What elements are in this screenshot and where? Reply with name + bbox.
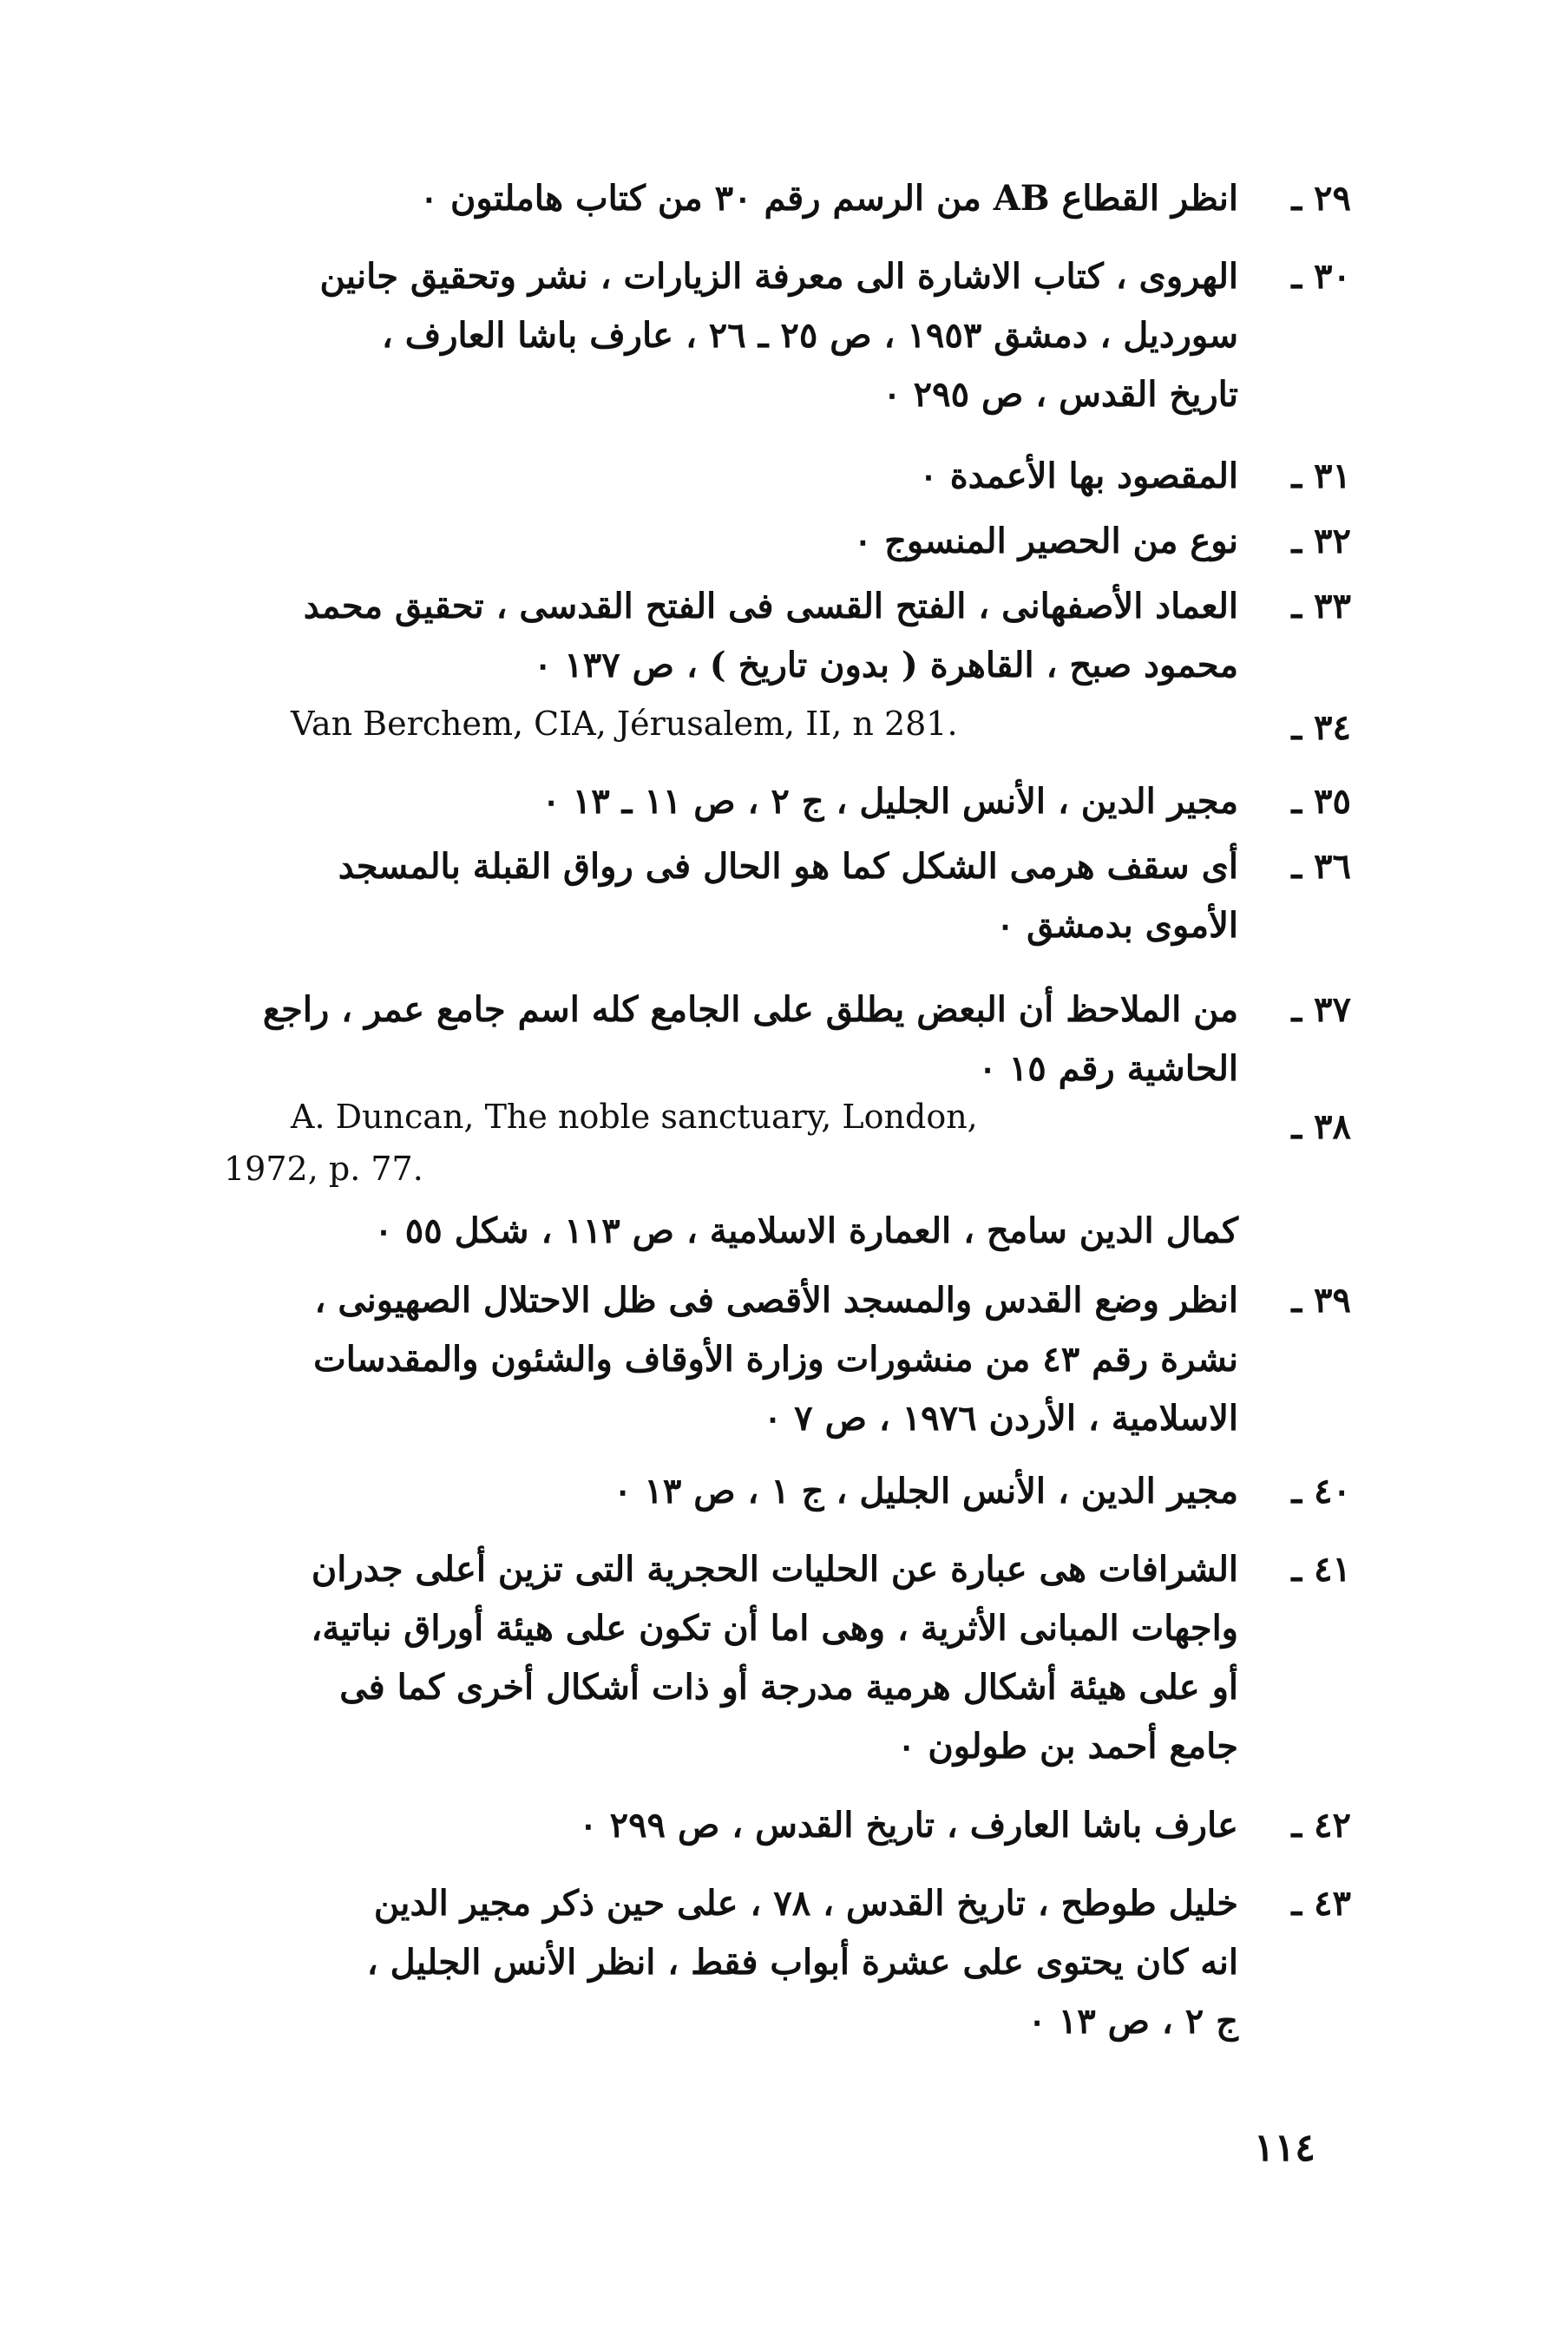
- footnote-number: ٤٣ ـ: [1291, 1883, 1351, 1924]
- footnote-text: [223, 1462, 1238, 1521]
- footnote-42: [223, 1796, 1351, 1855]
- footnote-line: جامع أحمد بن طولون ٠: [896, 1726, 1238, 1767]
- footnote-line: كمال الدين سامح ، العمارة الاسلامية ، ص ١١٣ ، شكل ٥٥ ٠: [374, 1210, 1238, 1251]
- footnote-line: سورديل ، دمشق ١٩٥٣ ، ص ٢٥ ـ ٢٦ ، عارف باشا العارف ،: [381, 315, 1238, 356]
- footnote-line: مجير الدين ، الأنس الجليل ، ج ٢ ، ص ١١ ـ ١٣ ٠: [541, 781, 1238, 822]
- footnote-line: ج ٢ ، ص ١٣ ٠: [1027, 2001, 1238, 2042]
- footnote-text: [223, 1796, 1238, 1855]
- footnote-number: ٣٦ ـ: [1291, 846, 1351, 887]
- footnote-line: المقصود بها الأعمدة ٠: [919, 456, 1238, 496]
- footnote-text: [223, 1271, 1238, 1448]
- footnote-number: ٣٢ ـ: [1291, 521, 1351, 561]
- footnote-line: خليل طوطح ، تاريخ القدس ، ٧٨ ، على حين ذكر مجير الدين: [373, 1883, 1238, 1924]
- footnote-line: انه كان يحتوى على عشرة أبواب فقط ، انظر الأنس الجليل ،: [366, 1942, 1238, 1983]
- footnote-line: مجير الدين ، الأنس الجليل ، ج ١ ، ص ١٣ ٠: [613, 1471, 1238, 1511]
- footnote-35: [223, 772, 1351, 831]
- footnote-line: العماد الأصفهانى ، الفتح القسى فى الفتح القدسى ، تحقيق محمد: [303, 586, 1238, 626]
- footnote-number: ٤١ ـ: [1291, 1549, 1351, 1590]
- footnote-text: [223, 1874, 1238, 2051]
- footnote-text: [223, 837, 1238, 955]
- footnote-text: [223, 577, 1238, 695]
- footnote-37: [223, 980, 1351, 1098]
- footnote-29: [223, 169, 1351, 228]
- footnote-text: [223, 980, 1238, 1098]
- footnote-34-text: Van Berchem, CIA, Jérusalem, II, n 281.: [291, 705, 958, 743]
- footnote-line: انظر وضع القدس والمسجد الأقصى فى ظل الاحتلال الصهيونى ،: [314, 1280, 1238, 1321]
- footnote-39: [223, 1271, 1351, 1448]
- footnote-31: [223, 447, 1351, 506]
- footnote-line: الحاشية رقم ١٥ ٠: [978, 1048, 1238, 1089]
- footnote-line: محمود صبح ، القاهرة ( بدون تاريخ ) ، ص ١٣٧ ٠: [533, 645, 1238, 685]
- footnote-number: ٣٥ ـ: [1291, 781, 1351, 822]
- footnote-41: [223, 1540, 1351, 1776]
- footnote-text: [223, 512, 1238, 571]
- footnote-number: ٣٩ ـ: [1291, 1280, 1351, 1321]
- footnote-number: ٣٧ ـ: [1291, 989, 1351, 1030]
- footnote-number: ٣٠ ـ: [1291, 256, 1351, 297]
- footnote-line: من الملاحظ أن البعض يطلق على الجامع كله اسم جامع عمر ، راجع: [262, 989, 1238, 1030]
- footnote-36: [223, 837, 1351, 955]
- footnote-line: الهروى ، كتاب الاشارة الى معرفة الزيارات ، نشر وتحقيق جانين: [319, 256, 1238, 297]
- footnote-number: ٣٣ ـ: [1291, 586, 1351, 626]
- footnote-34-number: ٣٤ ـ: [1291, 707, 1351, 748]
- footnote-line: الاسلامية ، الأردن ١٩٧٦ ، ص ٧ ٠: [763, 1398, 1238, 1439]
- footnote-line: أى سقف هرمى الشكل كما هو الحال فى رواق القبلة بالمسجد: [338, 846, 1238, 887]
- footnote-text: [223, 247, 1238, 424]
- footnote-number: ٣١ ـ: [1291, 456, 1351, 496]
- footnote-30: [223, 247, 1351, 424]
- footnote-line: نوع من الحصير المنسوج ٠: [853, 521, 1238, 561]
- footnote-text: [223, 772, 1238, 831]
- page-number: ١١٤: [1254, 2126, 1315, 2170]
- footnote-40: [223, 1462, 1351, 1521]
- footnote-number: [1238, 1202, 1351, 1261]
- footnote-text: [223, 169, 1238, 228]
- footnote-43: [223, 1874, 1351, 2051]
- footnote-38-number: ٣٨ ـ: [1291, 1106, 1351, 1147]
- footnote-text: [223, 1202, 1238, 1261]
- footnote-line: تاريخ القدس ، ص ٢٩٥ ٠: [882, 374, 1238, 415]
- footnote-line: عارف باشا العارف ، تاريخ القدس ، ص ٢٩٩ ٠: [579, 1805, 1238, 1846]
- footnote-38-continuation: [223, 1202, 1351, 1261]
- footnote-number: ٢٩ ـ: [1291, 178, 1351, 219]
- footnote-text: [223, 447, 1238, 506]
- footnote-32: [223, 512, 1351, 571]
- footnote-38-line1: A. Duncan, The noble sanctuary, London,: [291, 1098, 978, 1136]
- footnote-line: الشرافات هى عبارة عن الحليات الحجرية التى تزين أعلى جدران: [311, 1549, 1238, 1590]
- footnote-number: ٤٠ ـ: [1291, 1471, 1351, 1511]
- footnote-line: الأموى بدمشق ٠: [995, 905, 1238, 946]
- footnote-line: أو على هيئة أشكال هرمية مدرجة أو ذات أشكال أخرى كما فى: [339, 1667, 1238, 1708]
- footnote-text: [223, 1540, 1238, 1776]
- footnote-38-line2: 1972, p. 77.: [224, 1150, 423, 1188]
- footnote-33: [223, 577, 1351, 695]
- footnote-number: ٤٢ ـ: [1291, 1805, 1351, 1846]
- footnote-line: واجهات المبانى الأثرية ، وهى اما أن تكون على هيئة أوراق نباتية،: [311, 1608, 1238, 1649]
- footnote-line: نشرة رقم ٤٣ من منشورات وزارة الأوقاف والشئون والمقدسات: [313, 1339, 1238, 1380]
- footnote-line: انظر القطاع AB من الرسم رقم ٣٠ من كتاب هاملتون ٠: [419, 178, 1238, 219]
